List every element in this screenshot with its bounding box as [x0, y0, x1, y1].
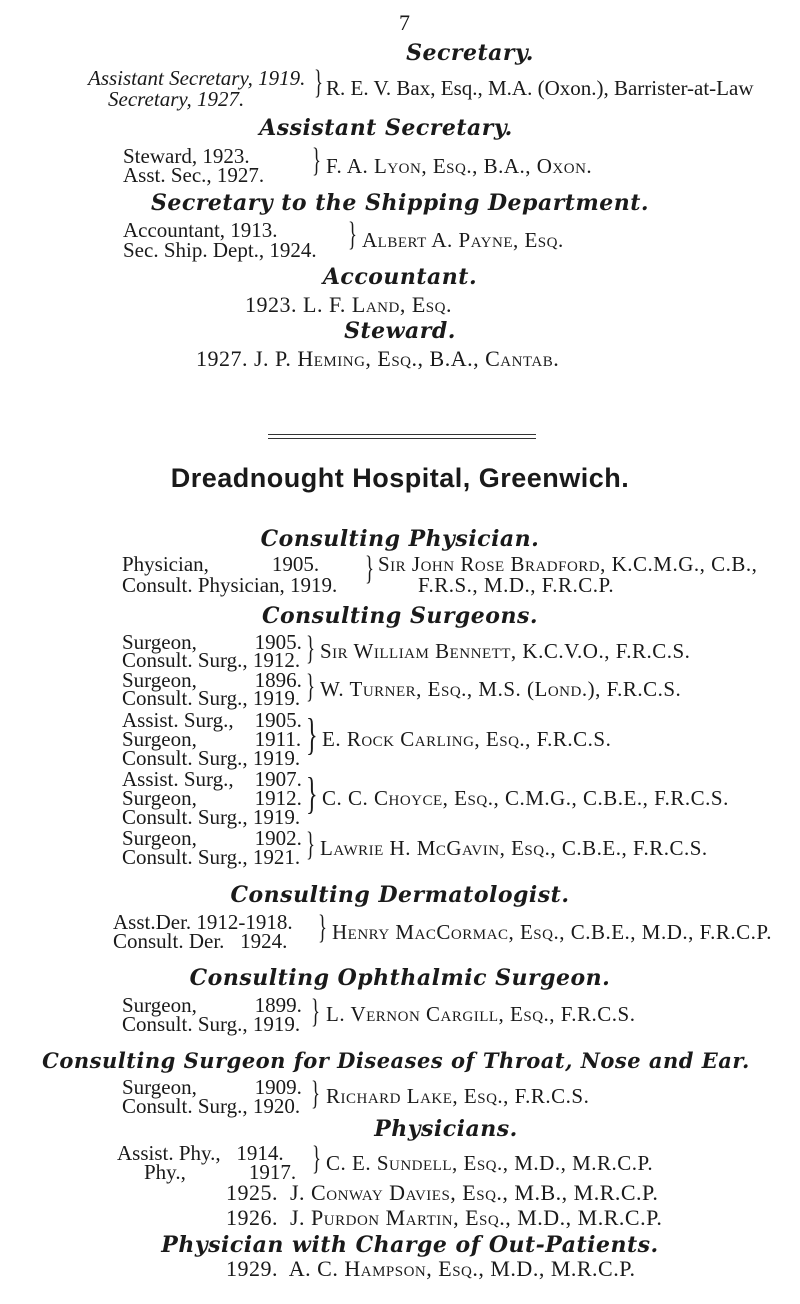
brace: }: [311, 1075, 320, 1112]
physicians-line-3: 1926. J. Purdon Martin, Esq., M.D., M.R.C.P.: [226, 1205, 663, 1230]
dermatologist-role-2: Consult. Der. 1924.: [113, 929, 288, 953]
surgeon-role: Surgeon, 1912.: [122, 786, 302, 810]
steward-line: 1927. J. P. Heming, Esq., B.A., Cantab.: [196, 346, 560, 371]
surgeon-name: Lawrie H. McGavin, Esq., C.B.E., F.R.C.S.: [320, 836, 708, 860]
physicians-heading: Physicians.: [374, 1116, 518, 1142]
accountant-heading: Accountant.: [322, 264, 478, 290]
divider-rule: [268, 434, 536, 435]
consulting-physician-name-2: F.R.S., M.D., F.R.C.P.: [418, 573, 615, 597]
surgeon-role: Consult. Surg., 1919.: [122, 805, 301, 829]
accountant-line: 1923. L. F. Land, Esq.: [245, 292, 452, 317]
brace: }: [306, 826, 315, 863]
dermatologist-role-1: Asst.Der. 1912-1918.: [113, 910, 293, 934]
brace: }: [306, 630, 315, 667]
throat-role-2: Consult. Surg., 1920.: [122, 1094, 301, 1118]
surgeon-role: Surgeon, 1896.: [122, 668, 302, 692]
dermatologist-name: Henry MacCormac, Esq., C.B.E., M.D., F.R.C.P.: [332, 920, 772, 944]
shipping-role-1: Accountant, 1913.: [123, 218, 278, 242]
page-number: 7: [399, 10, 410, 35]
brace: }: [312, 1140, 321, 1177]
brace: }: [306, 769, 318, 818]
brace: }: [365, 550, 374, 587]
assistant-secretary-name: F. A. Lyon, Esq., B.A., Oxon.: [326, 154, 593, 178]
outpatients-line: 1929. A. C. Hampson, Esq., M.D., M.R.C.P.: [226, 1256, 636, 1281]
steward-heading: Steward.: [344, 318, 456, 344]
surgeon-role: Consult. Surg., 1921.: [122, 845, 301, 869]
consulting-physician-role-1: Physician, 1905.: [122, 552, 320, 576]
surgeon-role: Surgeon, 1902.: [122, 826, 302, 850]
brace: }: [348, 216, 357, 253]
brace: }: [306, 668, 315, 705]
surgeon-role: Assist. Surg., 1905.: [122, 708, 302, 732]
surgeon-role: Surgeon, 1911.: [122, 727, 302, 751]
physicians-role-1: Assist. Phy., 1914.: [117, 1141, 284, 1165]
consulting-physician-role-2: Consult. Physician, 1919.: [122, 573, 338, 597]
outpatients-heading: Physician with Charge of Out-Patients.: [161, 1232, 659, 1258]
secretary-heading: Secretary.: [406, 40, 534, 66]
hospital-title: Dreadnought Hospital, Greenwich.: [170, 463, 630, 493]
brace: }: [312, 142, 321, 179]
ophthalmic-heading: Consulting Ophthalmic Surgeon.: [189, 965, 611, 991]
assistant-secretary-heading: Assistant Secretary.: [259, 115, 513, 141]
surgeon-name: W. Turner, Esq., M.S. (Lond.), F.R.C.S.: [320, 677, 682, 701]
consulting-surgeons-heading: Consulting Surgeons.: [261, 603, 539, 629]
surgeon-name: Sir William Bennett, K.C.V.O., F.R.C.S.: [320, 639, 691, 663]
shipping-name: Albert A. Payne, Esq.: [362, 228, 564, 252]
brace: }: [306, 710, 318, 759]
consulting-physician-heading: Consulting Physician.: [260, 526, 540, 552]
assistant-secretary-role-2: Asst. Sec., 1927.: [123, 163, 265, 187]
secretary-role-2: Secretary, 1927.: [108, 87, 245, 111]
brace: }: [314, 64, 323, 101]
ophthalmic-role-2: Consult. Surg., 1919.: [122, 1012, 301, 1036]
shipping-heading: Secretary to the Shipping Department.: [150, 190, 650, 216]
surgeon-role: Consult. Surg., 1919.: [122, 686, 301, 710]
surgeon-role: Assist. Surg., 1907.: [122, 767, 302, 791]
physicians-role-2: Phy., 1917.: [144, 1160, 297, 1184]
secretary-name: R. E. V. Bax, Esq., M.A. (Oxon.), Barrister-at-Law: [326, 76, 754, 100]
surgeon-role: Surgeon, 1905.: [122, 630, 302, 654]
shipping-role-2: Sec. Ship. Dept., 1924.: [123, 238, 317, 262]
surgeon-name: E. Rock Carling, Esq., F.R.C.S.: [322, 727, 612, 751]
throat-role-1: Surgeon, 1909.: [122, 1075, 302, 1099]
divider-rule: [268, 438, 536, 439]
throat-heading: Consulting Surgeon for Diseases of Throat, Nose and Ear.: [42, 1048, 750, 1073]
ophthalmic-name: L. Vernon Cargill, Esq., F.R.C.S.: [326, 1002, 636, 1026]
throat-name: Richard Lake, Esq., F.R.C.S.: [326, 1084, 590, 1108]
secretary-role-1: Assistant Secretary, 1919.: [88, 66, 306, 90]
ophthalmic-role-1: Surgeon, 1899.: [122, 993, 302, 1017]
physicians-name: C. E. Sundell, Esq., M.D., M.R.C.P.: [326, 1151, 654, 1175]
physicians-line-2: 1925. J. Conway Davies, Esq., M.B., M.R.C.P.: [226, 1180, 659, 1205]
consulting-physician-name-1: Sir John Rose Bradford, K.C.M.G., C.B.,: [378, 552, 758, 576]
surgeon-role: Consult. Surg., 1912.: [122, 648, 301, 672]
brace: }: [318, 909, 327, 946]
surgeon-role: Consult. Surg., 1919.: [122, 746, 301, 770]
dermatologist-heading: Consulting Dermatologist.: [230, 882, 570, 908]
brace: }: [311, 993, 320, 1030]
surgeon-name: C. C. Choyce, Esq., C.M.G., C.B.E., F.R.C.S.: [322, 786, 729, 810]
assistant-secretary-role-1: Steward, 1923.: [123, 144, 250, 168]
